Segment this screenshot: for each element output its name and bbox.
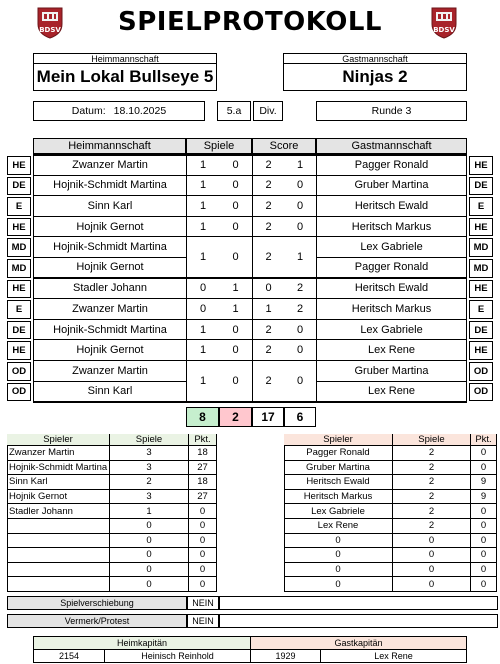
guest-stats-player: 0 — [284, 548, 393, 563]
home-stats-col-spieler: Spieler — [7, 434, 110, 446]
guest-stats-games: 2 — [393, 519, 471, 534]
home-games: 1 — [186, 155, 219, 176]
home-score: 0 — [252, 279, 284, 300]
guest-score: 0 — [284, 361, 316, 402]
match-type-guest: E — [469, 300, 493, 319]
home-stats-player — [7, 548, 110, 563]
match-type-home: HE — [7, 280, 31, 299]
guest-games: 0 — [219, 176, 252, 197]
home-score: 2 — [252, 320, 284, 341]
col-header-score: Score — [252, 138, 316, 154]
home-stats-games: 0 — [110, 563, 189, 578]
guest-games: 0 — [219, 155, 252, 176]
match-type-guest: HE — [469, 280, 493, 299]
guest-stats-col-spieler: Spieler — [284, 434, 393, 446]
home-stats-player — [7, 534, 110, 549]
match-type-home: DE — [7, 177, 31, 196]
guest-stats-games: 2 — [393, 461, 471, 476]
guest-stats-player: 0 — [284, 534, 393, 549]
guest-player: Pagger Ronald — [316, 155, 466, 176]
league-box: 5.a — [217, 101, 251, 121]
home-games: 1 — [186, 217, 219, 238]
match-type-home: MD — [7, 259, 31, 278]
guest-stats-games: 2 — [393, 446, 471, 461]
guest-stats-player: 0 — [284, 577, 393, 592]
home-score: 1 — [252, 299, 284, 320]
home-stats-player: Hojnik Gernot — [7, 490, 110, 505]
guest-stats-player: 0 — [284, 563, 393, 578]
guest-player: Pagger Ronald — [316, 258, 466, 279]
guest-stats-player: Heritsch Ewald — [284, 475, 393, 490]
home-stats-games: 3 — [110, 446, 189, 461]
match-type-guest: HE — [469, 156, 493, 175]
home-games: 1 — [186, 320, 219, 341]
guest-score: 0 — [284, 176, 316, 197]
guest-stats-games: 2 — [393, 504, 471, 519]
home-player: Stadler Johann — [34, 279, 186, 300]
guest-stats-games: 0 — [393, 563, 471, 578]
home-player: Hojnik Gernot — [34, 217, 186, 238]
page-title: SPIELPROTOKOLL — [117, 7, 383, 37]
guest-score: 0 — [284, 196, 316, 217]
home-stats-player: Hojnik-Schmidt Martina — [7, 461, 110, 476]
guest-stats-player: Gruber Martina — [284, 461, 393, 476]
home-games: 1 — [186, 196, 219, 217]
guest-stats-games: 0 — [393, 577, 471, 592]
guest-score: 0 — [284, 320, 316, 341]
guest-games: 0 — [219, 320, 252, 341]
home-player: Hojnik Gernot — [34, 258, 186, 279]
guest-stats-col-pkt: Pkt. — [471, 434, 497, 446]
match-type-guest: MD — [469, 238, 493, 257]
home-stats-points: 0 — [189, 534, 217, 549]
bdsv-logo-right — [426, 4, 462, 40]
col-header-guest: Gastmannschaft — [316, 138, 467, 154]
match-type-guest: DE — [469, 177, 493, 196]
guest-stats-points: 0 — [471, 461, 497, 476]
home-player: Sinn Karl — [34, 196, 186, 217]
vermerk-label: Vermerk/Protest — [7, 614, 187, 628]
home-stats-points: 18 — [189, 446, 217, 461]
home-stats-col-pkt: Pkt. — [189, 434, 217, 446]
home-score: 2 — [252, 196, 284, 217]
match-type-home: HE — [7, 341, 31, 360]
match-type-guest: OD — [469, 362, 493, 381]
home-player: Hojnik Gernot — [34, 340, 186, 361]
home-score: 2 — [252, 217, 284, 238]
home-stats-col-spiele: Spiele — [110, 434, 189, 446]
home-stats-games: 1 — [110, 504, 189, 519]
home-stats-games: 3 — [110, 461, 189, 476]
home-stats-points: 0 — [189, 563, 217, 578]
home-stats-points: 0 — [189, 519, 217, 534]
match-type-home: DE — [7, 321, 31, 340]
home-games: 1 — [186, 340, 219, 361]
verschiebung-note — [219, 596, 498, 610]
col-header-spiele: Spiele — [186, 138, 252, 154]
match-type-home: E — [7, 197, 31, 216]
guest-games: 0 — [219, 340, 252, 361]
date-value: 18.10.2025 — [113, 105, 167, 117]
home-player: Sinn Karl — [34, 382, 186, 403]
home-captain-name: Heinisch Reinhold — [105, 650, 251, 663]
guest-stats-player: Heritsch Markus — [284, 490, 393, 505]
home-stats-player: Sinn Karl — [7, 475, 110, 490]
home-games: 1 — [186, 361, 219, 402]
home-score: 2 — [252, 176, 284, 197]
guest-games: 1 — [219, 279, 252, 300]
home-games: 0 — [186, 279, 219, 300]
guest-stats-points: 0 — [471, 519, 497, 534]
home-player: Zwanzer Martin — [34, 155, 186, 176]
guest-player: Gruber Martina — [316, 176, 466, 197]
guest-stats-points: 0 — [471, 563, 497, 578]
guest-games: 0 — [219, 237, 252, 278]
match-type-guest: HE — [469, 218, 493, 237]
guest-player: Heritsch Ewald — [316, 196, 466, 217]
guest-stats-points: 0 — [471, 577, 497, 592]
date-label: Datum: — [71, 105, 106, 117]
home-team-label: Heimmannschaft — [33, 53, 217, 64]
match-type-home: E — [7, 300, 31, 319]
guest-score: 2 — [284, 279, 316, 300]
home-score: 2 — [252, 361, 284, 402]
guest-stats-games: 2 — [393, 490, 471, 505]
match-type-home: HE — [7, 156, 31, 175]
round-box: Runde 3 — [316, 101, 467, 121]
guest-stats-col-spiele: Spiele — [393, 434, 471, 446]
svg-text:BDSV: BDSV — [433, 26, 455, 34]
match-type-home: HE — [7, 218, 31, 237]
guest-stats-points: 9 — [471, 475, 497, 490]
home-player: Hojnik-Schmidt Martina — [34, 320, 186, 341]
guest-stats-player: Lex Rene — [284, 519, 393, 534]
verschiebung-value: NEIN — [187, 596, 219, 610]
guest-stats-games: 0 — [393, 548, 471, 563]
guest-player: Heritsch Ewald — [316, 279, 466, 300]
guest-stats-points: 9 — [471, 490, 497, 505]
guest-stats-points: 0 — [471, 446, 497, 461]
home-captain-id: 2154 — [33, 650, 105, 663]
home-stats-points: 0 — [189, 577, 217, 592]
home-player: Zwanzer Martin — [34, 361, 186, 382]
guest-score: 0 — [284, 340, 316, 361]
total-home-games: 8 — [186, 407, 219, 427]
guest-player: Lex Rene — [316, 340, 466, 361]
guest-games: 0 — [219, 361, 252, 402]
guest-stats-player: Pagger Ronald — [284, 446, 393, 461]
guest-stats-games: 2 — [393, 475, 471, 490]
home-player: Hojnik-Schmidt Martina — [34, 176, 186, 197]
guest-player: Lex Gabriele — [316, 237, 466, 258]
svg-text:BDSV: BDSV — [39, 26, 61, 34]
match-type-home: OD — [7, 362, 31, 381]
match-type-guest: MD — [469, 259, 493, 278]
home-stats-player — [7, 519, 110, 534]
home-captain-label: Heimkapitän — [33, 636, 251, 650]
guest-captain-label: Gastkapitän — [251, 636, 467, 650]
guest-stats-points: 0 — [471, 548, 497, 563]
home-stats-games: 0 — [110, 519, 189, 534]
vermerk-value: NEIN — [187, 614, 219, 628]
bdsv-logo-left — [32, 4, 68, 40]
total-guest-score: 6 — [284, 407, 316, 427]
date-box — [33, 101, 205, 121]
guest-team-label: Gastmannschaft — [283, 53, 467, 64]
home-stats-games: 0 — [110, 534, 189, 549]
guest-player: Lex Gabriele — [316, 320, 466, 341]
division-box: Div. — [253, 101, 283, 121]
guest-player: Heritsch Markus — [316, 217, 466, 238]
guest-captain-name: Lex Rene — [321, 650, 467, 663]
match-type-guest: HE — [469, 341, 493, 360]
home-games: 0 — [186, 299, 219, 320]
guest-stats-points: 0 — [471, 504, 497, 519]
home-stats-points: 0 — [189, 504, 217, 519]
guest-games: 0 — [219, 217, 252, 238]
home-score: 2 — [252, 237, 284, 278]
guest-player: Lex Rene — [316, 382, 466, 403]
home-stats-games: 3 — [110, 490, 189, 505]
guest-stats-points: 0 — [471, 534, 497, 549]
guest-stats-games: 0 — [393, 534, 471, 549]
home-score: 2 — [252, 155, 284, 176]
match-type-guest: E — [469, 197, 493, 216]
match-type-home: OD — [7, 383, 31, 402]
guest-stats-player: Lex Gabriele — [284, 504, 393, 519]
home-team-name: Mein Lokal Bullseye 5 — [33, 63, 217, 91]
guest-player: Gruber Martina — [316, 361, 466, 382]
home-stats-points: 18 — [189, 475, 217, 490]
guest-score: 1 — [284, 155, 316, 176]
guest-score: 2 — [284, 299, 316, 320]
guest-score: 0 — [284, 217, 316, 238]
guest-player: Heritsch Markus — [316, 299, 466, 320]
match-type-guest: OD — [469, 383, 493, 402]
home-stats-games: 2 — [110, 475, 189, 490]
guest-games: 1 — [219, 299, 252, 320]
home-stats-points: 27 — [189, 490, 217, 505]
total-home-score: 17 — [252, 407, 284, 427]
home-score: 2 — [252, 340, 284, 361]
home-stats-player: Stadler Johann — [7, 504, 110, 519]
home-stats-games: 0 — [110, 548, 189, 563]
home-stats-player — [7, 577, 110, 592]
guest-games: 0 — [219, 196, 252, 217]
home-stats-player — [7, 563, 110, 578]
home-stats-games: 0 — [110, 577, 189, 592]
home-player: Zwanzer Martin — [34, 299, 186, 320]
home-player: Hojnik-Schmidt Martina — [34, 237, 186, 258]
verschiebung-label: Spielverschiebung — [7, 596, 187, 610]
vermerk-note — [219, 614, 498, 628]
match-type-guest: DE — [469, 321, 493, 340]
guest-captain-id: 1929 — [251, 650, 321, 663]
guest-score: 1 — [284, 237, 316, 278]
guest-team-name: Ninjas 2 — [283, 63, 467, 91]
home-stats-player: Zwanzer Martin — [7, 446, 110, 461]
col-header-home: Heimmannschaft — [33, 138, 186, 154]
home-stats-points: 27 — [189, 461, 217, 476]
match-type-home: MD — [7, 238, 31, 257]
home-games: 1 — [186, 176, 219, 197]
home-games: 1 — [186, 237, 219, 278]
total-guest-games: 2 — [219, 407, 252, 427]
home-stats-points: 0 — [189, 548, 217, 563]
